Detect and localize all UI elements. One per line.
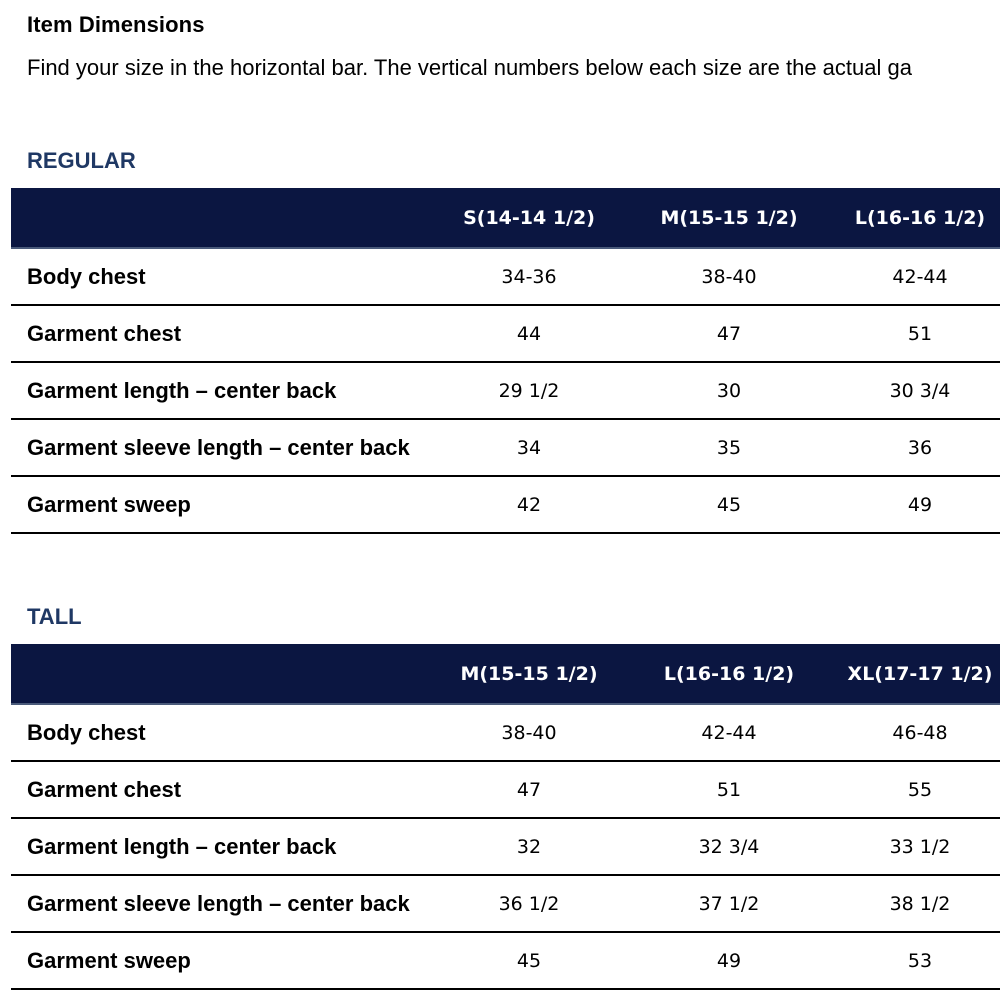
row-label: Garment length – center back <box>27 377 337 403</box>
page-title: Item Dimensions <box>27 12 205 37</box>
table-row <box>11 704 1000 761</box>
table-cell: 35 <box>716 436 742 459</box>
table-cell: 32 3/4 <box>698 835 760 858</box>
table-cell: 42-44 <box>701 721 757 744</box>
table-cell: 47 <box>516 778 542 801</box>
table-cell: 44 <box>516 322 542 345</box>
column-header-size: XL(17-17 1/2) <box>829 644 1000 704</box>
table-cell: 47 <box>716 322 742 345</box>
table-row <box>11 305 1000 362</box>
row-label: Garment sleeve length – center back <box>27 890 410 916</box>
table-cell: 45 <box>716 493 742 516</box>
table-cell: 55 <box>907 778 933 801</box>
table-cell: 42 <box>516 493 542 516</box>
intro-text: Find your size in the horizontal bar. The vertical numbers below each size are the actual ga <box>27 55 912 80</box>
table-cell: 38-40 <box>501 721 557 744</box>
column-header-size: M(15-15 1/2) <box>629 188 829 248</box>
column-header-size: L(16-16 1/2) <box>629 644 829 704</box>
table-cell: 36 1/2 <box>498 892 560 915</box>
column-header-size: M(15-15 1/2) <box>429 644 629 704</box>
table-cell: 42-44 <box>892 265 948 288</box>
tall-size-table <box>11 644 1000 990</box>
row-label: Garment sleeve length – center back <box>27 434 410 460</box>
table-cell: 53 <box>907 949 933 972</box>
table-row <box>11 476 1000 533</box>
table-cell: 51 <box>716 778 742 801</box>
row-label: Body chest <box>27 719 146 745</box>
table-cell: 45 <box>516 949 542 972</box>
table-cell: 37 1/2 <box>698 892 760 915</box>
regular-size-table <box>11 188 1000 534</box>
column-header-size: L(16-16 1/2) <box>829 188 1000 248</box>
table-cell: 33 1/2 <box>889 835 951 858</box>
table-header-row <box>11 188 1000 248</box>
row-label: Garment chest <box>27 776 182 802</box>
row-label: Garment sweep <box>27 491 191 517</box>
column-header-blank <box>11 644 429 704</box>
regular-section-heading: REGULAR <box>27 148 136 173</box>
table-cell: 38 1/2 <box>889 892 951 915</box>
table-row <box>11 419 1000 476</box>
table-cell: 51 <box>907 322 933 345</box>
tall-section-heading: TALL <box>27 604 82 629</box>
table-row <box>11 248 1000 305</box>
table-row <box>11 818 1000 875</box>
column-header-blank <box>11 188 429 248</box>
table-cell: 49 <box>716 949 742 972</box>
table-header-row <box>11 644 1000 704</box>
table-cell: 49 <box>907 493 933 516</box>
row-label: Body chest <box>27 263 146 289</box>
table-row <box>11 932 1000 989</box>
table-row <box>11 875 1000 932</box>
table-cell: 34 <box>516 436 542 459</box>
row-label: Garment sweep <box>27 947 191 973</box>
table-row <box>11 761 1000 818</box>
table-cell: 29 1/2 <box>498 379 560 402</box>
table-cell: 38-40 <box>701 265 757 288</box>
table-row <box>11 362 1000 419</box>
table-cell: 30 <box>716 379 742 402</box>
column-header-size: S(14-14 1/2) <box>429 188 629 248</box>
table-cell: 46-48 <box>892 721 948 744</box>
table-cell: 34-36 <box>501 265 557 288</box>
table-cell: 32 <box>516 835 542 858</box>
table-cell: 30 3/4 <box>889 379 951 402</box>
row-label: Garment chest <box>27 320 182 346</box>
row-label: Garment length – center back <box>27 833 337 859</box>
table-cell: 36 <box>907 436 933 459</box>
